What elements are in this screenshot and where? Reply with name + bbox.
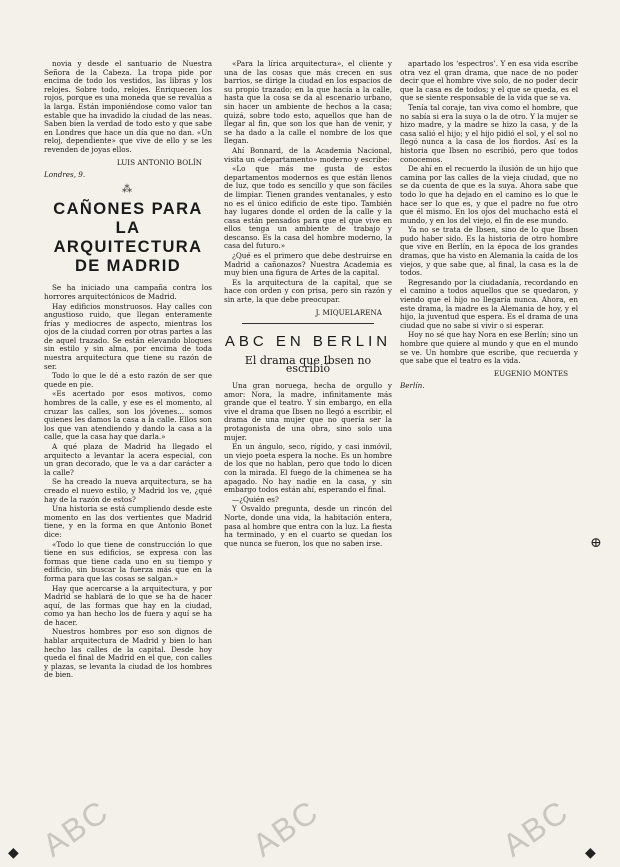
article-paragraph: Tenía tal coraje, tan viva como el hombre, que no sabía si era la suya o la de otro. Y la mujer se hizo madre, y la madre se hizo la casa, y de la casa salió el hijo; y el hijo pidió el sol, y el sol no llegó nunca a la casa de los fiordos. Así es la historia que Ibsen no escribió, pero que todos conocemos.: [400, 102, 578, 164]
article-paragraph: Se ha iniciado una campaña contra los horrores arquitectónicos de Madrid.: [44, 283, 212, 301]
article-paragraph: Hoy no sé que hay Nora en ese Berlín; sino un hombre que quiere al mundo y que en el mundo se ve. Un hombre que escribe, que recuerda y que sabe que el teatro es la vida.: [400, 330, 578, 366]
article-paragraph: Hay que acercarse a la arquitectura, y por Madrid se hablará de lo que se ha de hacer aquí, de las formas que hay en la ciudad, como ya han hecho los de fuera y aquí se ha de hacer.: [44, 583, 212, 627]
signature-bolin: LUIS ANTONIO BOLÍN: [116, 157, 202, 167]
column-middle: [224, 60, 392, 860]
column-right: [400, 60, 578, 860]
article-paragraph: «Para la lírica arquitectura», el cliente y una de las cosas que más crecen en sus barrios, se dirige la ciudad en los espacios de su propio trazado; en la que hacía a la calle, hasta que la cosa se da al escenario urbano, sin hacer un ambiente de hechos a la casa; quizá, sobre todo esto, aquellos que han de llegar al fin, que son los que han de venir, y se ha dado a la calle el nombre de los que llegan.: [224, 60, 392, 146]
article-paragraph: Y Osvaldo pregunta, desde un rincón del Norte, donde una vida, la habitación entera, pasa al hombre que entra con la luz. La fiesta ha terminado, y en el cuarto se quedan los que nunca se fueron, los que no saben irse.: [224, 504, 392, 548]
article-paragraph: Es la arquitectura de la capital, que se hace con orden y con prisa, pero sin razón y sin arte, la que debe preocupar.: [224, 277, 392, 305]
section-divider: [242, 323, 374, 324]
watermark-abc: ABC: [245, 792, 326, 864]
article-paragraph: En un ángulo, seco, rígido, y casi inmóvil, un viejo poeta espera la noche. Es un hombre de los que no hablan, pero que todo lo dicen con la mirada. El fuego de la chimenea se ha apagado. No hay nadie en la casa, y sin embargo todos están ahí, esperando el final.: [224, 442, 392, 495]
article-paragraph: Ya no se trata de Ibsen, sino de lo que Ibsen pudo haber sido. Es la historia de otro hombre que vive en Berlín, en la época de los grandes dramas, que ha visto en Alemania la caída de los viejos, y que sabe que, al final, la casa es la de todos.: [400, 225, 578, 278]
article-paragraph: Una gran noruega, hecha de orgullo y amor: Nora, la madre, infinitamente más grande que el teatro. Y sin embargo, en ella vive el drama que Ibsen no llegó a escribir, el drama de una mujer que no quería ser la protagonista de una obra, sino solo una mujer.: [224, 381, 392, 442]
watermark-abc: ABC: [495, 792, 576, 864]
article-paragraph: Se ha creado la nueva arquitectura, se ha creado el nuevo estilo, y Madrid los ve, ¿qué hay de la razón de estos?: [44, 477, 212, 504]
article-paragraph: Regresando por la ciudadanía, recordando en el camino a todos aquellos que se quedaron, y viendo que el hijo no llegaría nunca. Ahora, en este drama, la madre es la Alemania de hoy, y el hijo, la juventud que espera. Es el drama de una ciudad que no sabe si vivir o si esperar.: [400, 277, 578, 330]
dateline-berlin: Berlín.: [400, 381, 425, 391]
section-title-abc-berlin: ABC EN BERLIN: [224, 333, 392, 351]
article-paragraph: —¿Quién es?: [232, 494, 279, 504]
article-paragraph: Todo lo que le dé a esto razón de ser que quede en pie.: [44, 371, 212, 389]
print-mark-icon: ◆: [8, 845, 19, 861]
article-subhead-drama: El drama que Ibsen no escribió: [244, 353, 372, 376]
column-left: [44, 60, 212, 860]
article-paragraph: «Lo que más me gusta de estos departamentos modernos es que están llenos de luz, que todo es sencillo y que son fáciles de limpiar. Tienen grandes ventanales, y esto no es el único edificio de este tipo. También hay lugares donde el orden de la calle y la casa están pensados para que el que vive en ellos tenga un ambiente de trabajo y descanso. Es la casa del hombre moderno, la casa del futuro.»: [224, 164, 392, 251]
article-paragraph: Ahí Bonnard, de la Academia Nacional, visita un «departamento» moderno y escribe:: [224, 145, 392, 164]
section-ornament: ⁂: [122, 183, 134, 195]
article-title-canones: CAÑONES PARA LA ARQUITECTURA DE MADRID: [53, 200, 203, 276]
intro-paragraph: novia y desde el santuario de Nuestra Señora de la Cabeza. La tropa pide por encima de todo los vestidos, las libras y los relojes. Sobre todo, relojes. Enriquecen los rojos, porque es una moneda que se revalúa a la larga. Están imponiéndose como valor tan estable que ha invadido la ciudad de las neas. Saben bien la verdad de todo esto y que sabe en Londres que hace un día que no dan. «Un reloj, dependiente» que vive de ello y se les revenden de joyas ellos.: [44, 60, 212, 154]
article-paragraph: Nuestros hombres por eso son dignos de hablar arquitectura de Madrid y bien lo han hecho las calles de la capital. Desde hoy queda el final de Madrid en el que, con calles y plazas, se levanta la ciudad de los hombres de bien.: [44, 627, 212, 680]
article-paragraph: De ahí en el recuerdo la ilusión de un hijo que camina por las calles de la vieja ciudad, que no se da cuenta de que es la suya. Ahora sabe que todo lo que ha dejado en el camino es lo que le hace ser lo que es, y que el padre no fue otro que él mismo. En los ojos del muchacho está el mundo, y en los del viejo, el fin de ese mundo.: [400, 164, 578, 225]
signature-montes: EUGENIO MONTES: [493, 368, 568, 378]
article-paragraph: apartado los ‘espectros’. Y en esa vida escribe otra vez el gran drama, que nace de no poder decir que el hombre vive solo, de no poder decir que la casa es de todos; y el que se queda, es el que se siente responsable de la vida que se va.: [400, 60, 578, 103]
article-paragraph: ¿Qué es el primero que debe destruirse en Madrid a cañonazos? Nuestra Academia es muy bien una figura de Artes de la capital.: [224, 251, 392, 278]
signature-miquelarena: J. MIQUELARENA: [315, 307, 382, 317]
print-mark-icon: ⊕: [590, 535, 602, 551]
article-paragraph: Hay edificios monstruosos. Hay calles con angustioso ruido, que llegan enteramente frías y mediocres de aspecto, mientras los ojos de la ciudad corren por otras partes a las de aquel trazado. Se están elevando bloques sin estilo y sin alma, por encima de toda nuestra arquitectura que tiene su razón de ser.: [44, 301, 212, 371]
watermark-abc: ABC: [35, 792, 116, 864]
article-paragraph: «Es acertado por esos motivos, como hombres de la calle, y ese es el momento, al cruzar las calles, son los jóvenes... somos quienes les damos la casa a la calle. Ellos son los que van atendiendo y dando la casa a la calle, que la casa hay que darla.»: [44, 389, 212, 442]
article-paragraph: Una historia se está cumpliendo desde este momento en las dos vertientes que Madrid tiene, y en la forma en que Antonio Bonet dice:: [44, 504, 212, 539]
dateline-london: Londres, 9.: [44, 170, 86, 180]
article-paragraph: «Todo lo que tiene de construcción lo que tiene en sus edificios, se expresa con las formas que tiene cada uno en su tiempo y edificio, sin buscar la fuerza más que en la forma para que las cosas se salgan.»: [44, 539, 212, 583]
article-paragraph: A qué plaza de Madrid ha llegado el arquitecto a levantar la acera especial, con un gran decorado, que le va a dar carácter a la calle?: [44, 442, 212, 477]
print-mark-icon: ◆: [585, 845, 596, 861]
